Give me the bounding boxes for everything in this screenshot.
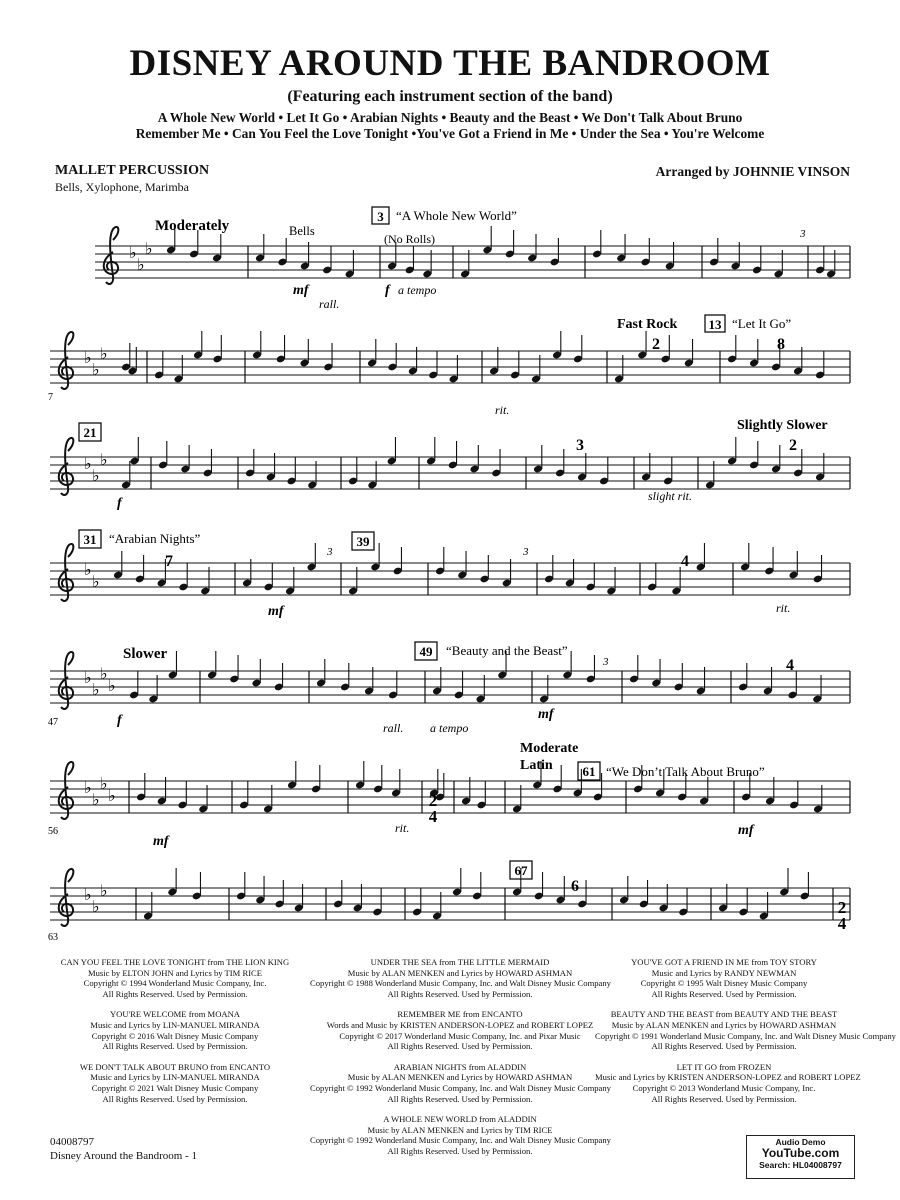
dynamic-mf-2: mf: [268, 604, 284, 619]
triplet-2: 3: [327, 546, 333, 558]
tempo-fast-rock: Fast Rock: [617, 317, 678, 332]
flat-sign: ♭: [108, 676, 116, 695]
song-cue-beauty-and-the-beast: “Beauty and the Beast”: [446, 643, 568, 658]
flat-sign: ♭: [100, 881, 108, 900]
measure-number-7: 7: [48, 392, 53, 403]
treble-clef: [59, 332, 74, 389]
credit-line: Music and Lyrics by LIN-MANUEL MIRANDA: [90, 1072, 260, 1083]
measure-number-63: 63: [48, 932, 58, 943]
rehearsal-mark-61: 61: [582, 764, 596, 779]
credit-line: YOU'RE WELCOME from MOANA: [109, 1009, 241, 1020]
song-list-line-1: A Whole New World • Let It Go • Arabian Nights • Beauty and the Beast • We Don't Talk About Bruno: [157, 110, 743, 125]
credit-line: Copyright © 1992 Wonderland Music Company, Inc. and Walt Disney Music Company: [310, 1082, 611, 1093]
multirest-count-2a: 2: [652, 336, 660, 353]
a-tempo-2: a tempo: [430, 721, 469, 735]
rehearsal-mark-39: 39: [356, 534, 370, 549]
flat-sign: ♭: [92, 572, 100, 591]
credit-line: Copyright © 1988 Wonderland Music Company, Inc. and Walt Disney Music Company: [310, 978, 611, 989]
score-title: DISNEY AROUND THE BANDROOM: [129, 43, 771, 84]
credit-line: Music and Lyrics by KRISTEN ANDERSON-LOPEZ and ROBERT LOPEZ: [595, 1072, 861, 1083]
treble-clef: [59, 762, 74, 819]
song-cue-let-it-go: “Let It Go”: [732, 316, 792, 331]
credit-line: All Rights Reserved. Used by Permission.: [651, 1041, 797, 1052]
rit-2: rit.: [776, 601, 791, 615]
credit-line: Words and Music by KRISTEN ANDERSON-LOPEZ and ROBERT LOPEZ: [326, 1019, 594, 1030]
notes-layer: [113, 226, 836, 920]
tempo-moderately: Moderately: [155, 218, 230, 234]
tempo-latin: Latin: [520, 758, 553, 773]
credit-line: Music and Lyrics by LIN-MANUEL MIRANDA: [90, 1019, 260, 1030]
credit-line: UNDER THE SEA from THE LITTLE MERMAID: [370, 957, 550, 967]
multirest-count-3: 3: [576, 437, 584, 454]
multirest-count-8: 8: [777, 336, 785, 353]
staff-lines: [50, 227, 850, 926]
a-tempo-1: a tempo: [398, 283, 437, 297]
credit-line: YOU'VE GOT A FRIEND IN ME from TOY STORY: [631, 957, 817, 967]
credit-line: Copyright © 2013 Wonderland Music Company, Inc.: [632, 1082, 816, 1093]
time-sig-top-2: 2: [837, 898, 847, 917]
credit-line: A WHOLE NEW WORLD from ALADDIN: [383, 1114, 537, 1125]
score-subtitle: (Featuring each instrument section of the band): [287, 88, 613, 105]
credits-column-1: [50, 957, 300, 1104]
credit-line: All Rights Reserved. Used by Permission.: [387, 1093, 533, 1104]
flat-sign: ♭: [100, 344, 108, 363]
dynamic-f-2: f: [117, 496, 122, 511]
credit-line: All Rights Reserved. Used by Permission.: [387, 988, 533, 999]
triplet-4: 3: [603, 656, 609, 668]
audio-demo-search: Search: HL04008797: [759, 1160, 842, 1170]
arranger-credit: Arranged by JOHNNIE VINSON: [655, 164, 850, 179]
credit-line: CAN YOU FEEL THE LOVE TONIGHT from THE LION KING: [60, 957, 290, 967]
flat-sign: ♭: [92, 790, 100, 809]
flat-sign: ♭: [137, 255, 145, 274]
credits-column-2: [310, 957, 610, 1157]
multirest-count-4b: 4: [786, 657, 794, 674]
treble-clef: [104, 227, 119, 284]
credit-line: Copyright © 1992 Wonderland Music Company, Inc. and Walt Disney Music Company: [310, 1135, 611, 1146]
triplet-1: 3: [800, 228, 806, 240]
flat-sign: ♭: [92, 897, 100, 916]
credit-line: WE DON'T TALK ABOUT BRUNO from ENCANTO: [79, 1061, 271, 1072]
credit-line: All Rights Reserved. Used by Permission.: [102, 988, 248, 999]
dynamic-mf-3: mf: [538, 707, 554, 722]
flat-sign: ♭: [100, 664, 108, 683]
rehearsal-mark-13: 13: [708, 317, 722, 332]
credit-line: All Rights Reserved. Used by Permission.: [651, 988, 797, 999]
rall-1: rall.: [319, 297, 340, 311]
time-sig-bottom-2: 4: [837, 914, 847, 933]
rit-3: rit.: [395, 821, 410, 835]
flat-sign: ♭: [100, 450, 108, 469]
rehearsal-mark-3: 3: [377, 209, 384, 224]
instrument-subtitle: Bells, Xylophone, Marimba: [55, 180, 189, 194]
multirest-count-4a: 4: [681, 553, 689, 570]
credit-line: Copyright © 2021 Walt Disney Music Company: [91, 1082, 259, 1093]
credit-line: Copyright © 1991 Wonderland Music Company, Inc. and Walt Disney Music Company: [595, 1030, 896, 1041]
credit-line: Music and Lyrics by RANDY NEWMAN: [651, 967, 797, 978]
rehearsal-mark-49: 49: [419, 644, 433, 659]
no-rolls-text: (No Rolls): [384, 232, 435, 246]
page-footer-label: Disney Around the Bandroom - 1: [50, 1150, 197, 1162]
tempo-slower: Slower: [123, 646, 168, 662]
song-list-line-2: Remember Me • Can You Feel the Love Tonight •You've Got a Friend in Me • Under the Sea • You're Welcome: [135, 126, 765, 141]
instrument-name: MALLET PERCUSSION: [55, 163, 210, 178]
flat-sign: ♭: [92, 360, 100, 379]
slight-rit: slight rit.: [648, 489, 693, 503]
flat-sign: ♭: [84, 668, 92, 687]
flat-sign: ♭: [92, 680, 100, 699]
credit-line: ARABIAN NIGHTS from ALADDIN: [393, 1061, 527, 1072]
credit-line: All Rights Reserved. Used by Permission.: [102, 1041, 248, 1052]
dynamic-mf-5: mf: [738, 823, 754, 838]
instrument-cue-bells: Bells: [289, 224, 315, 238]
tempo-slightly-slower: Slightly Slower: [737, 418, 828, 433]
credit-line: LET IT GO from FROZEN: [676, 1061, 772, 1072]
credit-line: Music by ALAN MENKEN and Lyrics by HOWARD ASHMAN: [347, 1072, 573, 1083]
measure-number-56: 56: [48, 826, 58, 837]
flat-sign: ♭: [84, 885, 92, 904]
credit-line: Copyright © 1994 Wonderland Music Company, Inc.: [83, 978, 267, 989]
song-cue-whole-new-world: “A Whole New World”: [396, 208, 517, 223]
flat-sign: ♭: [84, 778, 92, 797]
publication-number: 04008797: [50, 1136, 94, 1148]
time-sig-bottom-1: 4: [428, 807, 438, 826]
rall-2: rall.: [383, 721, 404, 735]
multirest-count-2b: 2: [789, 437, 797, 454]
credit-line: All Rights Reserved. Used by Permission.: [651, 1093, 797, 1104]
credit-line: Music by ALAN MENKEN and Lyrics by TIM RICE: [367, 1124, 553, 1135]
flat-sign: ♭: [100, 774, 108, 793]
credit-line: Music by ELTON JOHN and Lyrics by TIM RICE: [87, 967, 263, 978]
rit-1: rit.: [495, 403, 510, 417]
audio-demo-site: YouTube.com: [761, 1146, 840, 1160]
credit-line: REMEMBER ME from ENCANTO: [397, 1009, 523, 1020]
flat-sign: ♭: [92, 466, 100, 485]
treble-clef: [59, 869, 74, 926]
flat-sign: ♭: [145, 239, 153, 258]
treble-clef: [59, 438, 74, 495]
credit-line: Copyright © 2017 Wonderland Music Company, Inc. and Pixar Music: [339, 1030, 581, 1041]
song-cue-arabian-nights: “Arabian Nights”: [109, 531, 201, 546]
triplet-3: 3: [523, 546, 529, 558]
dynamic-mf-1: mf: [293, 283, 309, 298]
credit-line: Music by ALAN MENKEN and Lyrics by HOWARD ASHMAN: [347, 967, 573, 978]
credit-line: BEAUTY AND THE BEAST from BEAUTY AND THE BEAST: [610, 1009, 838, 1020]
song-cue-bruno: “We Don’t Talk About Bruno”: [606, 764, 765, 779]
rehearsal-mark-67: 67: [514, 863, 528, 878]
credit-line: Music by ALAN MENKEN and Lyrics by HOWARD ASHMAN: [611, 1019, 837, 1030]
treble-clef: [59, 544, 74, 601]
audio-demo-label: Audio Demo: [775, 1137, 826, 1147]
credit-line: Copyright © 2016 Walt Disney Music Company: [91, 1030, 259, 1041]
treble-clef: [59, 652, 74, 709]
time-sig-top-1: 2: [428, 791, 438, 810]
flat-sign: ♭: [84, 348, 92, 367]
flat-sign: ♭: [84, 454, 92, 473]
dynamic-mf-4: mf: [153, 834, 169, 849]
tempo-moderate: Moderate: [520, 741, 579, 756]
rehearsal-mark-21: 21: [83, 425, 97, 440]
audio-demo-box: [746, 1135, 855, 1179]
dynamic-f-3: f: [117, 713, 122, 728]
credit-line: All Rights Reserved. Used by Permission.: [387, 1145, 533, 1156]
measure-number-47: 47: [48, 717, 58, 728]
rehearsal-mark-31: 31: [83, 532, 97, 547]
flat-sign: ♭: [129, 243, 137, 262]
multirest-count-7: 7: [165, 553, 173, 570]
credit-line: All Rights Reserved. Used by Permission.: [387, 1041, 533, 1052]
credit-line: Copyright © 1995 Walt Disney Music Company: [640, 978, 808, 989]
flat-sign: ♭: [84, 560, 92, 579]
credits-column-3: [595, 957, 896, 1104]
multirest-count-6: 6: [571, 878, 579, 895]
dynamic-f-1: f: [385, 283, 390, 298]
flat-sign: ♭: [108, 786, 116, 805]
credit-line: All Rights Reserved. Used by Permission.: [102, 1093, 248, 1104]
